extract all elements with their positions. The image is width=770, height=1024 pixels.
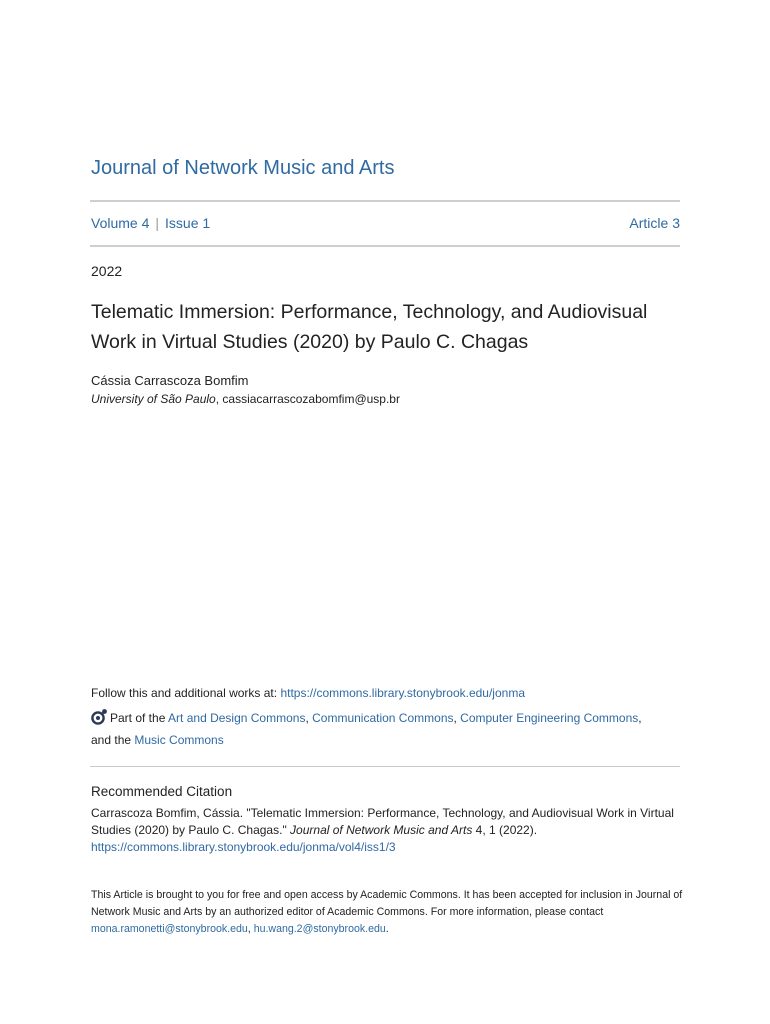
notice-comma: ,: [247, 923, 254, 935]
citation-text-2: 4, 1 (2022).: [472, 823, 538, 837]
repository-link[interactable]: https://commons.library.stonybrook.edu/jonma: [280, 686, 525, 700]
network-icon: [91, 708, 108, 725]
notice-text: This Article is brought to you for free and open access by Academic Commons. It has been accepted for inclusion in Journal of Network Music and Arts by an authorized editor of Academic Commons. For more information, please contact: [91, 889, 683, 918]
citation-divider: [90, 766, 680, 767]
author-affiliation: [91, 392, 400, 406]
author-email: , cassiacarrascozabomfim@usp.br: [215, 392, 400, 406]
part-of-commons: [91, 707, 691, 751]
comma-1: ,: [305, 711, 313, 725]
citation-text-1: Carrascoza Bomfim, Cássia. "Telematic Immersion: Performance, Technology, and Audiovisual Work in Virtual Studies (2020) by Paulo C. Chagas.": [91, 806, 674, 837]
contact-email-2-link[interactable]: hu.wang.2@stonybrook.edu: [253, 923, 386, 935]
recommended-citation-text: [91, 805, 691, 856]
communication-commons-link[interactable]: Communication Commons: [312, 711, 454, 725]
issue-divider: [90, 245, 680, 247]
issue-row: [91, 215, 680, 235]
article-number-link[interactable]: Article 3: [629, 215, 680, 231]
access-notice: [91, 887, 691, 938]
citation-url-link[interactable]: https://commons.library.stonybrook.edu/jonma/vol4/iss1/3: [91, 840, 396, 854]
and-the-label: and the: [91, 733, 135, 747]
follow-label: Follow this and additional works at:: [91, 686, 281, 700]
header-divider: [90, 200, 680, 202]
comma-3: ,: [638, 711, 642, 725]
follow-line: [91, 686, 525, 700]
author-name: Cássia Carrascoza Bomfim: [91, 373, 249, 388]
music-commons-link[interactable]: Music Commons: [134, 733, 224, 747]
part-of-label: Part of the: [110, 711, 169, 725]
recommended-citation-heading: Recommended Citation: [91, 784, 233, 799]
affiliation-name: University of São Paulo: [91, 392, 216, 406]
computer-engineering-commons-link[interactable]: Computer Engineering Commons: [460, 711, 639, 725]
journal-title-link[interactable]: Journal of Network Music and Arts: [91, 157, 395, 179]
issue-link[interactable]: Issue 1: [165, 215, 211, 231]
art-design-commons-link[interactable]: Art and Design Commons: [168, 711, 306, 725]
volume-link[interactable]: Volume 4: [91, 215, 150, 231]
citation-journal: Journal of Network Music and Arts: [290, 823, 473, 837]
contact-email-1-link[interactable]: mona.ramonetti@stonybrook.edu: [91, 923, 248, 935]
notice-period: .: [385, 923, 389, 935]
issue-separator: |: [155, 215, 160, 231]
comma-2: ,: [453, 711, 461, 725]
publication-year: 2022: [91, 263, 123, 279]
article-title: Telematic Immersion: Performance, Technology, and Audiovisual Work in Virtual Studies (2020) by Paulo C. Chagas: [91, 301, 648, 353]
